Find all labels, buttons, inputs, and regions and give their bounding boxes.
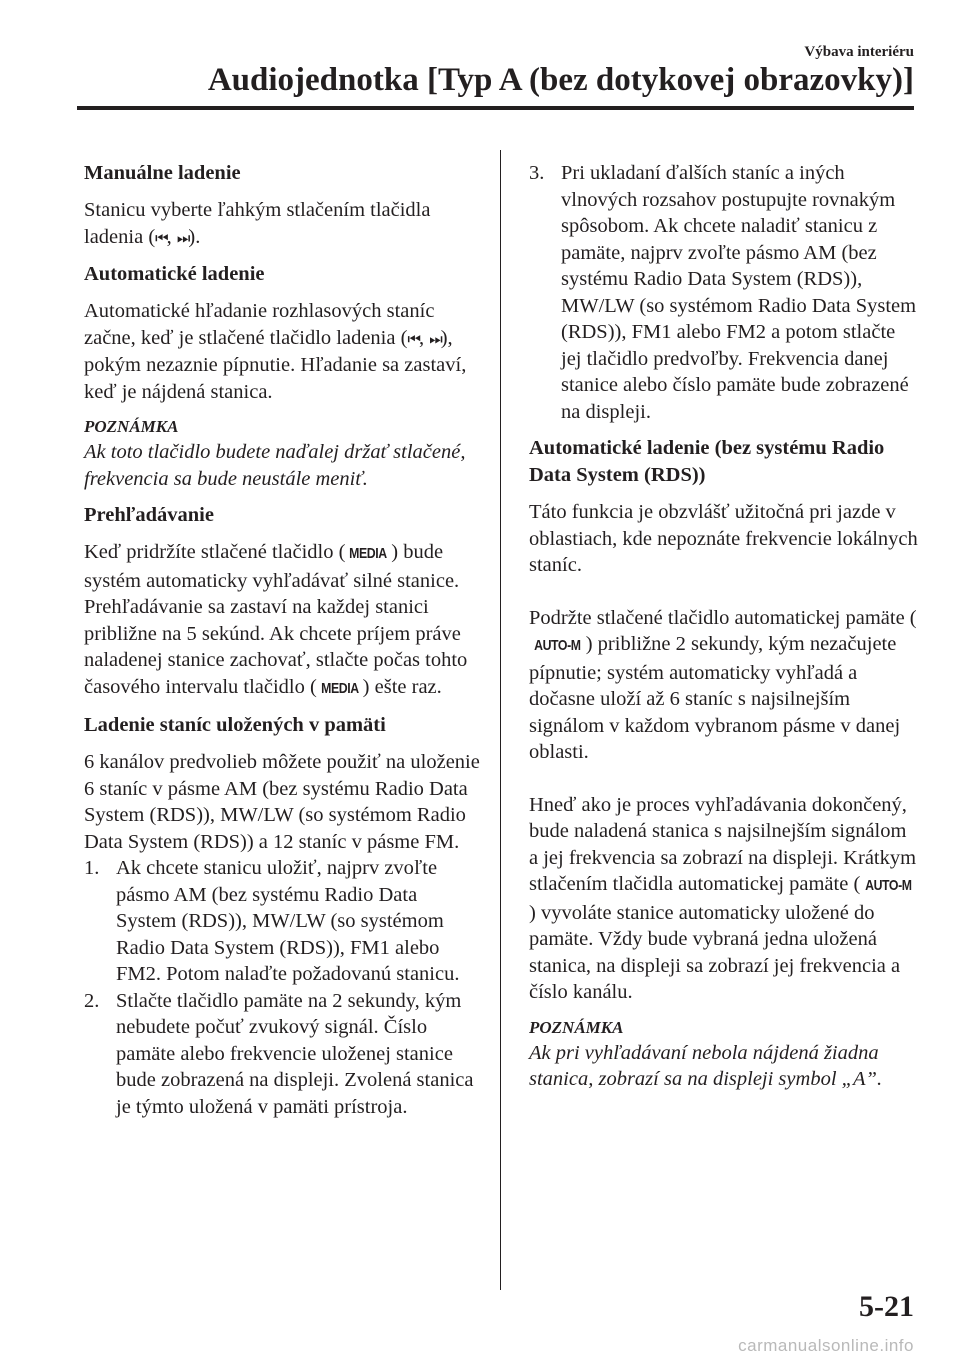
auto-tuning-text: Automatické hľadanie rozhlasových staníc začne, keď je stlačené tlačidlo ladenia (⏮, ⏭), pokým nezaznie pípnutie. Hľadanie sa zastaví, keď je nájdená stanica. <box>84 300 467 403</box>
note-text: Ak toto tlačidlo budete naďalej držať stlačené, frekvencia sa bude neustále meniť. <box>84 441 466 490</box>
header-rule <box>77 106 914 110</box>
scan-text: Keď pridržíte stlačené tlačidlo ( MEDIA ) bude systém automaticky vyhľadávať silné stanice. Prehľadávanie sa zastaví na každej stanici približne na 5 sekúnd. Ak chcete príjem práve naladenej stanice zachovať, stlačte počas tohto časového intervalu tlačidlo ( MEDIA ) ešte raz. <box>84 539 480 702</box>
list-item: 1. Ak chcete stanicu uložiť, najprv zvoľte pásmo AM (bez systému Radio Data System (RDS)), MW/LW (so systémom Radio Data System (RDS)), FM1 alebo FM2. Potom nalaďte požadovanú stanicu. <box>84 857 460 985</box>
page-title: Audiojednotka [Typ A (bez dotykovej obrazovky)] <box>207 62 914 98</box>
list-item: 2. Stlačte tlačidlo pamäte na 2 sekundy, kým nebudete počuť zvukový signál. Číslo pamäte alebo frekvencie uloženej stanice bude zobrazená na displeji. Zvolená stanica je týmto uložená v pamäti prístroja. <box>84 989 474 1118</box>
memory-steps <box>84 855 480 1120</box>
page-number: 5-21 <box>859 1290 914 1323</box>
auto-rds-hold-text: Podržte stlačené tlačidlo automatickej pamäte (AUTO-M ) približne 2 sekundy, kým nezačujete pípnutie; systém automaticky vyhľadá a dočasne uloží až 6 staníc s najsilnejším signálom v každom vybranom pásme v danej oblasti. <box>529 606 917 763</box>
right-column <box>529 160 919 1103</box>
note-text: Ak pri vyhľadávaní nebola nájdená žiadna stanica, zobrazí sa na displeji symbol „A”. <box>529 1041 883 1090</box>
media-button-icon: MEDIA <box>320 679 359 697</box>
scan-heading: Prehľadávanie <box>84 504 214 526</box>
prev-track-icon: ⏮ <box>407 329 419 348</box>
watermark: carmanualsonline.info <box>738 1336 914 1355</box>
memory-tuning-heading: Ladenie staníc uložených v pamäti <box>84 714 386 736</box>
memory-steps-continued <box>529 160 919 425</box>
auto-rds-intro: Táto funkcia je obzvlášť užitočná pri jazde v oblastiach, kde nepoznáte frekvencie lokálnych staníc. <box>529 501 918 576</box>
memory-intro: 6 kanálov predvolieb môžete použiť na uloženie 6 staníc v pásme AM (bez systému Radio Data System (RDS)), MW/LW (so systémom Radio Data System (RDS)) a 12 staníc v pásme FM. <box>84 751 480 853</box>
left-column <box>84 160 480 1120</box>
prev-track-icon: ⏮ <box>155 228 167 247</box>
next-track-icon: ⏭ <box>429 329 441 348</box>
auto-m-button-icon: AUTO-M <box>534 637 581 654</box>
auto-rds-heading: Automatické ladenie (bez systému Radio Data System (RDS)) <box>529 437 885 486</box>
list-item: 3. Pri ukladaní ďalších staníc a iných vlnových rozsahov postupujte rovnakým spôsobom. Ak chcete naladiť stanicu z pamäte, najprv zvoľte pásmo AM (bez systému Radio Data System (RDS)), MW/LW (so systémom Radio Data System (RDS)), FM1 alebo FM2 a potom stlačte jej tlačidlo predvoľby. Frekvencia danej stanice alebo číslo pamäte bude zobrazené na displeji. <box>529 162 917 423</box>
manual-tuning-heading: Manuálne ladenie <box>84 162 241 184</box>
auto-m-button-icon: AUTO-M <box>865 877 912 894</box>
auto-rds-result-text: Hneď ako je proces vyhľadávania dokončený, bude naladená stanica s najsilnejším signálom a jej frekvencia sa zobrazí na displeji. Krátkym stlačením tlačidla automatickej pamäte ( AUTO-M) vyvoláte stanice automaticky uložené do pamäte. Vždy bude vybraná jedna uložená stanica, na displeji sa zobrazí jej frekvencia a číslo kanálu. <box>529 793 917 1003</box>
header-section: Výbava interiéru <box>804 44 914 60</box>
next-track-icon: ⏭ <box>176 228 189 247</box>
auto-tuning-heading: Automatické ladenie <box>84 263 265 285</box>
column-divider <box>500 150 501 1290</box>
note-title: POZNÁMKA <box>529 1017 624 1037</box>
note-title: POZNÁMKA <box>84 417 179 436</box>
manual-tuning-text: Stanicu vyberte ľahkým stlačením tlačidla ladenia (⏮, ⏭). <box>84 199 431 248</box>
media-button-icon: MEDIA <box>349 545 388 562</box>
